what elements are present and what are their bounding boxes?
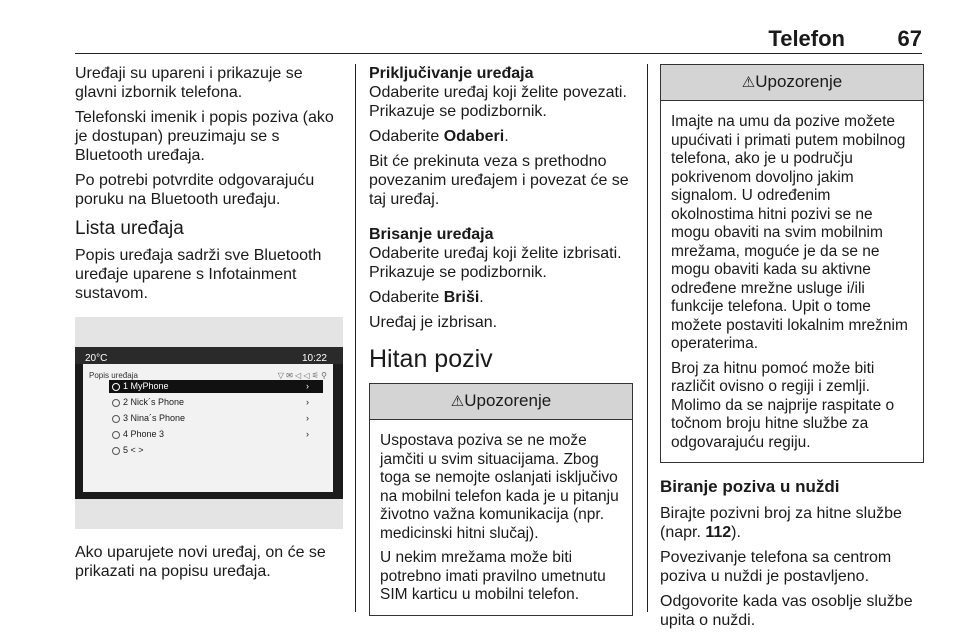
subheading-connect-device: Priključivanje uređaja xyxy=(369,65,534,82)
column-middle xyxy=(369,64,633,616)
paragraph: Odgovorite kada vas osoblje službe upita o nuždi. xyxy=(660,593,913,629)
paragraph: Birajte pozivni broj za hitne službe (napr. 112). xyxy=(660,505,902,541)
screen-status-bar xyxy=(75,347,343,364)
paragraph: Uspostava poziva se ne može jamčiti u svim situacijama. Zbog toga se nemojte oslanjati isključivo na mobilni telefon kada je u pitanju životno važna komunikacija (npr. medicinski hitni slučaj). xyxy=(380,432,619,542)
paragraph: Popis uređaja sadrži sve Bluetooth uređaje uparene s Infotainment sustavom. xyxy=(75,247,322,302)
page-header xyxy=(0,0,960,56)
paragraph: Odaberite Odaberi. xyxy=(369,128,509,145)
paragraph: Po potrebi potvrdite odgovarajuću poruku na Bluetooth uređaju. xyxy=(75,172,315,208)
device-list-title: Popis uređaja xyxy=(89,371,138,380)
device-row: 4 Phone 3 › xyxy=(109,428,323,441)
clock-readout: 10:22 xyxy=(301,353,327,364)
paragraph: Ako uparujete novi uređaj, on će se prikazati na popisu uređaja. xyxy=(75,544,326,580)
paragraph: Uređaj je izbrisan. xyxy=(369,314,498,331)
chevron-right-icon: › xyxy=(306,429,309,439)
paragraph: Imajte na umu da pozive možete upućivati i primati putem mobilnog telefona, ako je u području pokrivenom dovoljno jakim signalom. U određenim okolnostima hitni pozivi se ne mogu obaviti na svim mobilnim mrežama, moguće je da se ne mogu obaviti kada su aktivne određene mrežne usluge i/ili funkcije telefona. Upit o tome možete postaviti lokalnim mrežnim operaterima. xyxy=(671,113,908,352)
column-divider xyxy=(647,64,648,612)
chevron-right-icon: › xyxy=(306,381,309,391)
status-icons: ▽ ✉ ◁ ◁ ⚟ ⚲ xyxy=(277,371,327,380)
column-left xyxy=(75,64,343,587)
infotainment-screen xyxy=(75,347,343,499)
device-row: 5 < > xyxy=(109,444,323,457)
temperature-readout: 20°C xyxy=(85,353,108,364)
subheading-delete-device: Brisanje uređaja xyxy=(369,226,494,243)
device-icon xyxy=(112,415,120,423)
section-title-emergency-call: Hitan poziv xyxy=(369,345,493,373)
paragraph: Odaberite uređaj koji želite povezati. Prikazuje se podizbornik. xyxy=(369,84,627,120)
warning-box xyxy=(369,383,633,616)
paragraph: Uređaji su upareni i prikazuje se glavni izbornik telefona. xyxy=(75,65,303,101)
paragraph: Povezivanje telefona sa centrom poziva u nuždi je postavljeno. xyxy=(660,549,892,585)
warning-body xyxy=(370,420,632,615)
warning-header: ⚠Upozorenje xyxy=(370,384,632,420)
warning-box xyxy=(660,64,924,463)
column-right xyxy=(660,64,924,636)
menu-term-delete: Briši xyxy=(443,289,480,306)
paragraph: Odaberite uređaj koji želite izbrisati. Prikazuje se podizbornik. xyxy=(369,245,622,281)
device-row: 2 Nick´s Phone › xyxy=(109,396,323,409)
header-rule xyxy=(75,53,922,54)
chevron-right-icon: › xyxy=(306,397,309,407)
chevron-right-icon: › xyxy=(306,413,309,423)
page-title: Telefon xyxy=(768,26,845,51)
device-icon xyxy=(112,399,120,407)
column-divider xyxy=(355,64,356,612)
subheading-emergency-dial: Biranje poziva u nuždi xyxy=(660,477,840,496)
warning-body xyxy=(661,101,923,462)
device-icon xyxy=(112,383,120,391)
device-row: 1 MyPhone › xyxy=(109,380,323,393)
section-title-device-list: Lista uređaja xyxy=(75,218,184,239)
menu-term-select: Odaberi xyxy=(443,128,505,145)
paragraph: U nekim mrežama može biti potrebno imati pravilno umetnutu SIM karticu u mobilni telefon. xyxy=(380,549,606,603)
device-list-panel xyxy=(83,364,333,492)
device-icon xyxy=(112,447,120,455)
device-list-screenshot xyxy=(75,317,343,529)
emergency-number: 112 xyxy=(705,524,732,541)
warning-icon: ⚠ xyxy=(450,393,465,410)
device-icon xyxy=(112,431,120,439)
paragraph: Odaberite Briši. xyxy=(369,289,484,306)
page-number: 67 xyxy=(897,26,922,51)
warning-header: ⚠Upozorenje xyxy=(661,65,923,101)
warning-icon: ⚠ xyxy=(741,74,756,91)
paragraph: Broj za hitnu pomoć može biti različit ovisno o regiji i zemlji. Molimo da se najprije raspitate o točnom broju hitne službe za odgovarajuću regiju. xyxy=(671,359,895,451)
paragraph: Telefonski imenik i popis poziva (ako je dostupan) preuzimaju se s Bluetooth uređaja. xyxy=(75,109,334,164)
paragraph: Bit će prekinuta veza s prethodno povezanim uređajem i povezat će se taj uređaj. xyxy=(369,153,629,208)
device-row: 3 Nina´s Phone › xyxy=(109,412,323,425)
